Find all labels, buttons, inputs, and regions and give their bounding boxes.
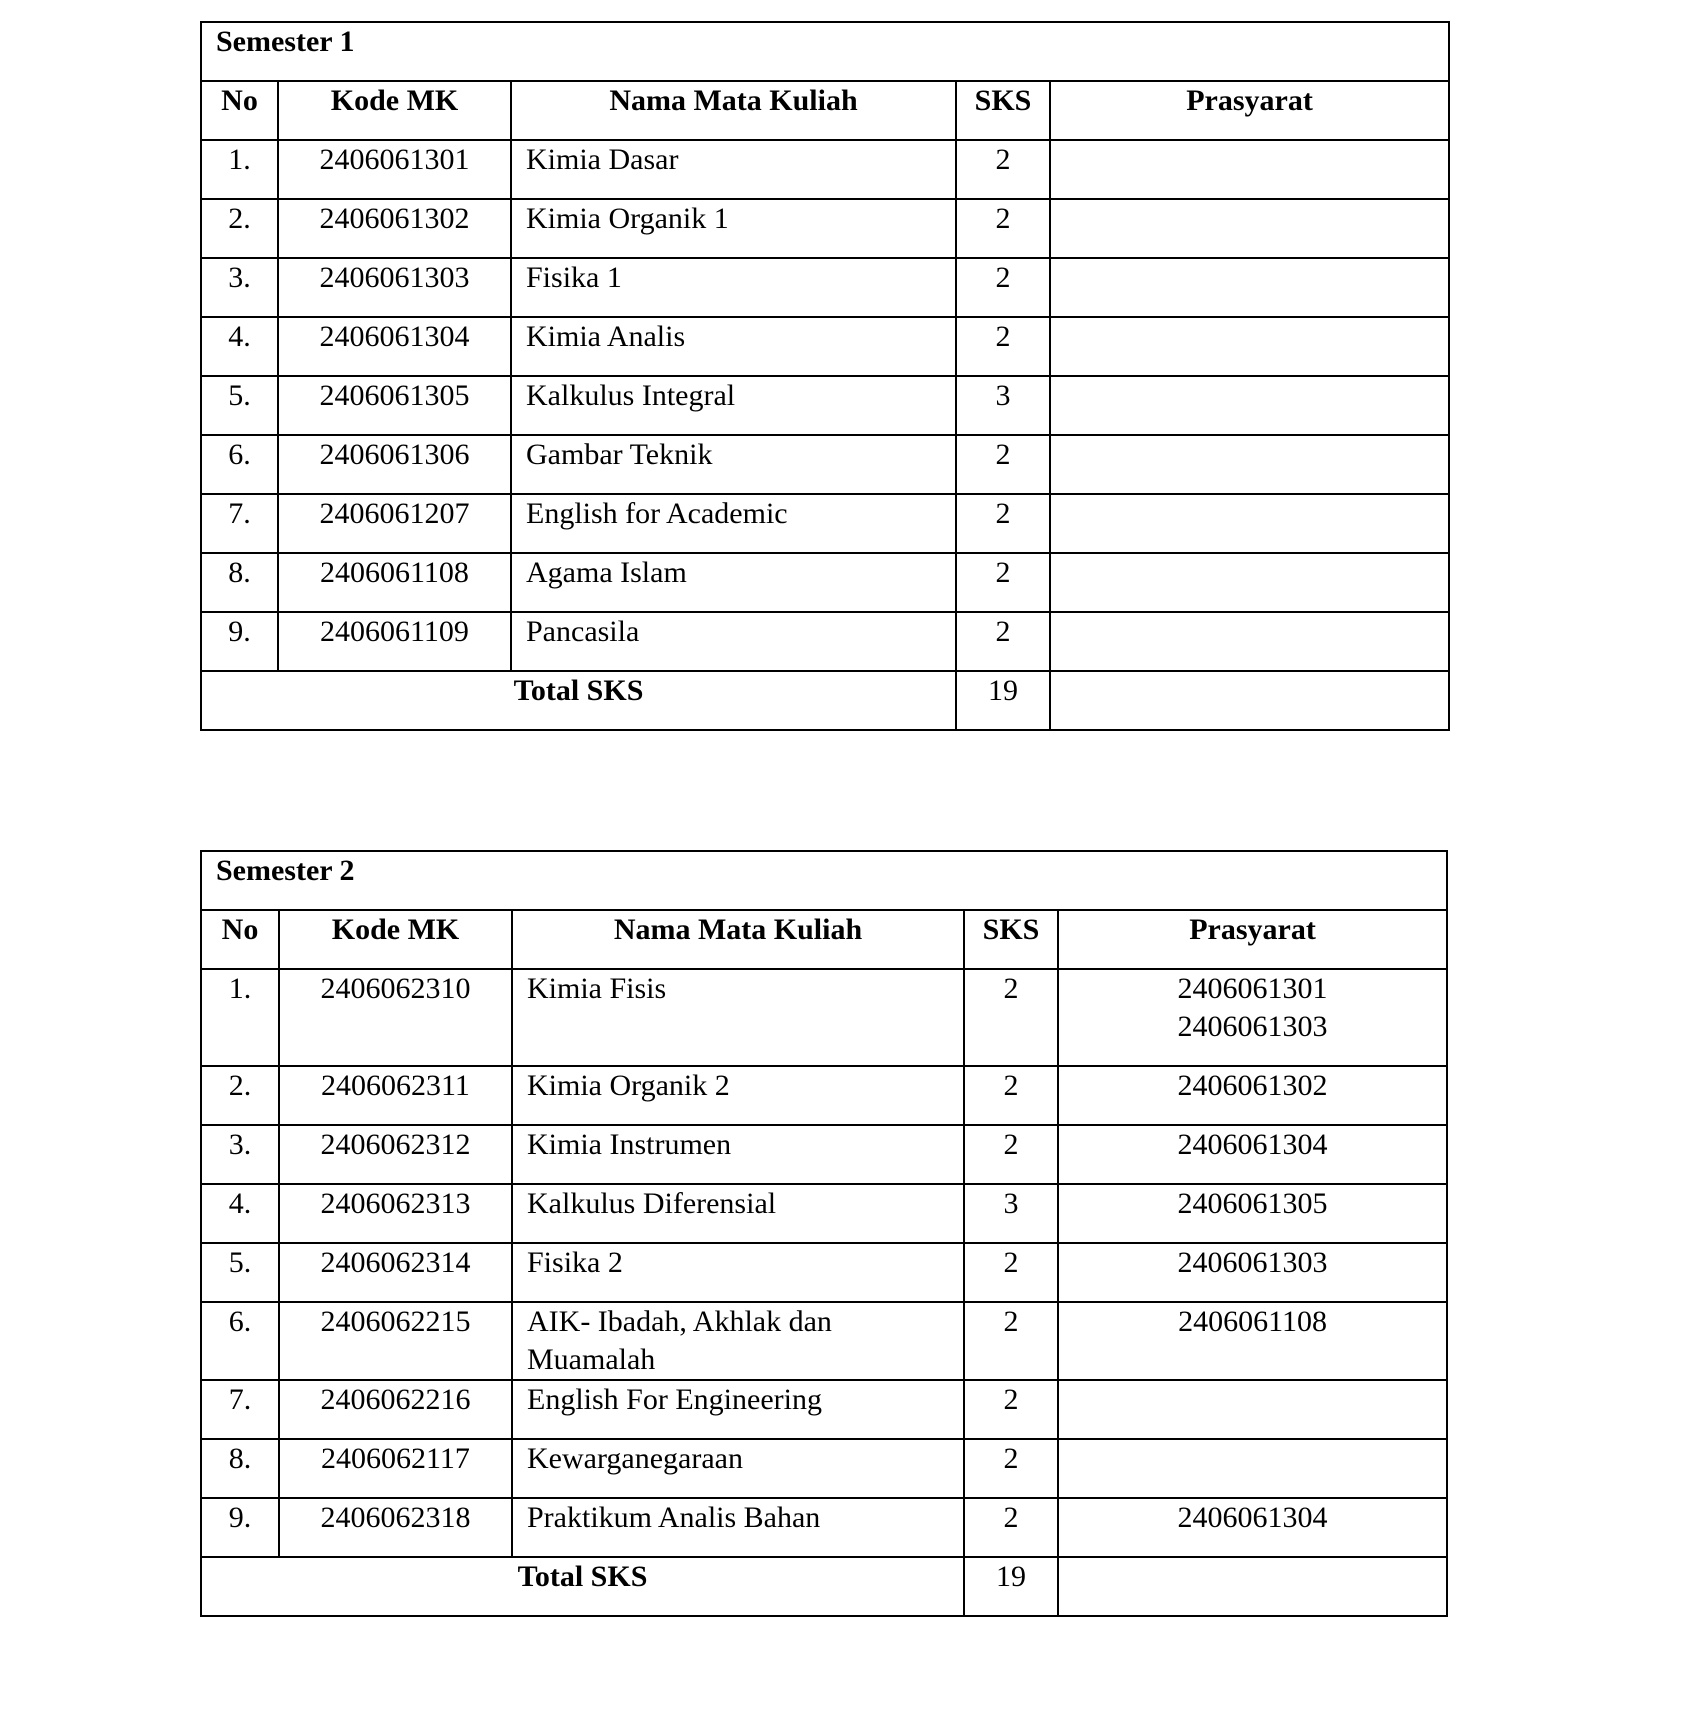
table-row bbox=[201, 199, 1449, 258]
row-sks: 2 bbox=[964, 969, 1058, 1066]
header-sks: SKS bbox=[956, 81, 1050, 140]
row-prereq bbox=[1050, 317, 1449, 376]
row-course-name: Kimia Dasar bbox=[511, 140, 956, 199]
row-sks: 3 bbox=[964, 1184, 1058, 1243]
header-no: No bbox=[201, 81, 278, 140]
row-prereq: 2406061305 bbox=[1058, 1184, 1447, 1243]
row-sks: 2 bbox=[964, 1066, 1058, 1125]
row-sks: 2 bbox=[964, 1439, 1058, 1498]
row-course-name: Gambar Teknik bbox=[511, 435, 956, 494]
semester-title: Semester 1 bbox=[201, 22, 1449, 81]
row-no: 3. bbox=[201, 1125, 279, 1184]
row-no: 5. bbox=[201, 1243, 279, 1302]
header-sks: SKS bbox=[964, 910, 1058, 969]
row-prereq: 2406061108 bbox=[1058, 1302, 1447, 1380]
total-sks: 19 bbox=[956, 671, 1050, 730]
semester-1-table bbox=[200, 21, 1450, 731]
semester-title: Semester 2 bbox=[201, 851, 1447, 910]
row-sks: 2 bbox=[956, 553, 1050, 612]
row-code: 2406061207 bbox=[278, 494, 511, 553]
row-course-name: Pancasila bbox=[511, 612, 956, 671]
row-sks: 2 bbox=[956, 199, 1050, 258]
row-code: 2406061304 bbox=[278, 317, 511, 376]
total-prereq-empty bbox=[1058, 1557, 1447, 1616]
header-row bbox=[201, 81, 1449, 140]
row-no: 9. bbox=[201, 1498, 279, 1557]
row-prereq bbox=[1058, 1380, 1447, 1439]
row-code: 2406061301 bbox=[278, 140, 511, 199]
table-row bbox=[201, 317, 1449, 376]
row-prereq bbox=[1050, 140, 1449, 199]
row-prereq bbox=[1050, 258, 1449, 317]
row-course-name: Kimia Organik 1 bbox=[511, 199, 956, 258]
row-sks: 2 bbox=[956, 140, 1050, 199]
row-code: 2406062314 bbox=[279, 1243, 512, 1302]
table-row bbox=[201, 435, 1449, 494]
row-sks: 2 bbox=[956, 435, 1050, 494]
row-course-name: Kimia Organik 2 bbox=[512, 1066, 964, 1125]
row-no: 9. bbox=[201, 612, 278, 671]
table-row bbox=[201, 553, 1449, 612]
row-code: 2406062318 bbox=[279, 1498, 512, 1557]
row-course-name: Kalkulus Diferensial bbox=[512, 1184, 964, 1243]
row-course-name: Fisika 1 bbox=[511, 258, 956, 317]
row-no: 8. bbox=[201, 1439, 279, 1498]
row-no: 2. bbox=[201, 1066, 279, 1125]
table-row bbox=[201, 1184, 1447, 1243]
table-row bbox=[201, 1439, 1447, 1498]
row-sks: 2 bbox=[956, 612, 1050, 671]
row-prereq: 2406061304 bbox=[1058, 1498, 1447, 1557]
total-label: Total SKS bbox=[201, 671, 956, 730]
table-row bbox=[201, 1125, 1447, 1184]
row-prereq bbox=[1050, 612, 1449, 671]
row-course-name: AIK- Ibadah, Akhlak dan Muamalah bbox=[512, 1302, 964, 1380]
table-row bbox=[201, 376, 1449, 435]
row-code: 2406061108 bbox=[278, 553, 511, 612]
row-code: 2406062312 bbox=[279, 1125, 512, 1184]
row-sks: 2 bbox=[964, 1302, 1058, 1380]
row-sks: 2 bbox=[956, 317, 1050, 376]
semester-2-table bbox=[200, 850, 1448, 1617]
table-row bbox=[201, 1243, 1447, 1302]
header-name: Nama Mata Kuliah bbox=[512, 910, 964, 969]
total-row bbox=[201, 1557, 1447, 1616]
row-prereq: 2406061303 bbox=[1058, 1243, 1447, 1302]
row-code: 2406062117 bbox=[279, 1439, 512, 1498]
row-course-name: Kimia Analis bbox=[511, 317, 956, 376]
table-row bbox=[201, 612, 1449, 671]
header-no: No bbox=[201, 910, 279, 969]
table-row bbox=[201, 140, 1449, 199]
row-prereq bbox=[1050, 553, 1449, 612]
row-no: 5. bbox=[201, 376, 278, 435]
row-code: 2406061305 bbox=[278, 376, 511, 435]
row-no: 6. bbox=[201, 435, 278, 494]
row-course-name: English for Academic bbox=[511, 494, 956, 553]
row-no: 4. bbox=[201, 1184, 279, 1243]
total-label: Total SKS bbox=[201, 1557, 964, 1616]
row-course-name: Fisika 2 bbox=[512, 1243, 964, 1302]
row-prereq bbox=[1058, 1439, 1447, 1498]
prereq-code: 2406061303 bbox=[1177, 1010, 1328, 1043]
header-row bbox=[201, 910, 1447, 969]
header-code: Kode MK bbox=[278, 81, 511, 140]
row-course-name: Kimia Instrumen bbox=[512, 1125, 964, 1184]
total-prereq-empty bbox=[1050, 671, 1449, 730]
row-sks: 2 bbox=[964, 1380, 1058, 1439]
row-course-name: Agama Islam bbox=[511, 553, 956, 612]
row-code: 2406062215 bbox=[279, 1302, 512, 1380]
row-sks: 2 bbox=[964, 1498, 1058, 1557]
row-code: 2406062311 bbox=[279, 1066, 512, 1125]
row-no: 7. bbox=[201, 1380, 279, 1439]
total-sks: 19 bbox=[964, 1557, 1058, 1616]
row-prereq bbox=[1058, 969, 1447, 1066]
table-row bbox=[201, 1302, 1447, 1380]
row-no: 7. bbox=[201, 494, 278, 553]
row-code: 2406061306 bbox=[278, 435, 511, 494]
header-name: Nama Mata Kuliah bbox=[511, 81, 956, 140]
table-row bbox=[201, 1498, 1447, 1557]
row-code: 2406061303 bbox=[278, 258, 511, 317]
row-sks: 2 bbox=[964, 1125, 1058, 1184]
row-sks: 2 bbox=[956, 494, 1050, 553]
row-prereq bbox=[1050, 199, 1449, 258]
row-no: 8. bbox=[201, 553, 278, 612]
header-code: Kode MK bbox=[279, 910, 512, 969]
table-row bbox=[201, 1066, 1447, 1125]
row-code: 2406061109 bbox=[278, 612, 511, 671]
table-row bbox=[201, 494, 1449, 553]
row-prereq bbox=[1050, 435, 1449, 494]
row-prereq: 2406061302 bbox=[1058, 1066, 1447, 1125]
row-prereq: 2406061304 bbox=[1058, 1125, 1447, 1184]
row-code: 2406062216 bbox=[279, 1380, 512, 1439]
prereq-code: 2406061301 bbox=[1177, 972, 1328, 1005]
table-row bbox=[201, 969, 1447, 1066]
row-code: 2406062313 bbox=[279, 1184, 512, 1243]
row-course-name: Praktikum Analis Bahan bbox=[512, 1498, 964, 1557]
header-prereq: Prasyarat bbox=[1058, 910, 1447, 969]
header-prereq: Prasyarat bbox=[1050, 81, 1449, 140]
row-sks: 2 bbox=[956, 258, 1050, 317]
row-no: 4. bbox=[201, 317, 278, 376]
table-row bbox=[201, 1380, 1447, 1439]
row-no: 3. bbox=[201, 258, 278, 317]
row-course-name: English For Engineering bbox=[512, 1380, 964, 1439]
row-no: 1. bbox=[201, 969, 279, 1066]
row-course-name: Kewarganegaraan bbox=[512, 1439, 964, 1498]
row-prereq bbox=[1050, 376, 1449, 435]
row-course-name: Kalkulus Integral bbox=[511, 376, 956, 435]
table-row bbox=[201, 258, 1449, 317]
total-row bbox=[201, 671, 1449, 730]
row-course-name: Kimia Fisis bbox=[512, 969, 964, 1066]
row-sks: 2 bbox=[964, 1243, 1058, 1302]
row-code: 2406062310 bbox=[279, 969, 512, 1066]
row-no: 2. bbox=[201, 199, 278, 258]
row-no: 1. bbox=[201, 140, 278, 199]
row-code: 2406061302 bbox=[278, 199, 511, 258]
row-sks: 3 bbox=[956, 376, 1050, 435]
row-no: 6. bbox=[201, 1302, 279, 1380]
row-prereq bbox=[1050, 494, 1449, 553]
